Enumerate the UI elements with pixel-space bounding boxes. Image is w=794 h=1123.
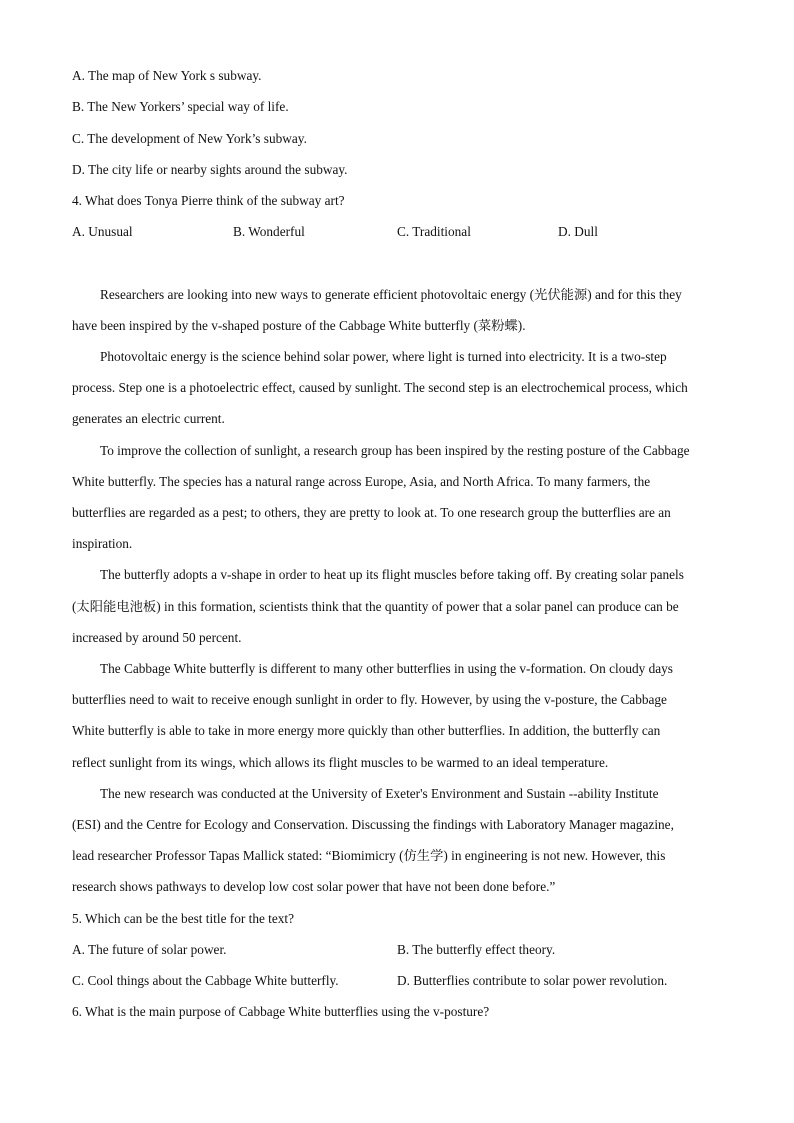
passage-line: process. Step one is a photoelectric effect, caused by sunlight. The second step is an electrochemical process, which [72,380,688,395]
passage-line: (太阳能电池板) in this formation, scientists think that the quantity of power that a solar panel can produce can be [72,599,679,614]
q3-option-b: B. The New Yorkers’ special way of life. [72,99,289,114]
q6-question: 6. What is the main purpose of Cabbage White butterflies using the v-posture? [72,1004,490,1019]
passage-line: The Cabbage White butterfly is different to many other butterflies in using the v-formation. On cloudy days [100,661,673,676]
q4-option-d: D. Dull [558,224,598,239]
passage-line: increased by around 50 percent. [72,630,242,645]
passage-line: reflect sunlight from its wings, which allows its flight muscles to be warmed to an ideal temperature. [72,755,609,770]
passage-line: have been inspired by the v-shaped posture of the Cabbage White butterfly (菜粉蝶). [72,318,526,333]
passage-line: butterflies need to wait to receive enough sunlight in order to fly. However, by using the v-posture, the Cabbage [72,692,667,707]
passage-line: Photovoltaic energy is the science behind solar power, where light is turned into electricity. It is a two-step [100,349,667,364]
q3-option-d: D. The city life or nearby sights around the subway. [72,162,348,177]
passage-line: Researchers are looking into new ways to generate efficient photovoltaic energy (光伏能源) and for this they [100,287,682,302]
q4-option-a: A. Unusual [72,224,133,239]
passage-line: To improve the collection of sunlight, a research group has been inspired by the resting posture of the Cabbage [100,443,690,458]
q5-option-b: B. The butterfly effect theory. [397,942,556,957]
q4-option-c: C. Traditional [397,224,471,239]
q3-option-a: A. The map of New York s subway. [72,68,262,83]
passage-line: generates an electric current. [72,411,225,426]
q4-option-b: B. Wonderful [233,224,305,239]
q4-question: 4. What does Tonya Pierre think of the subway art? [72,193,345,208]
passage-line: White butterfly is able to take in more energy more quickly than other butterflies. In addition, the butterfly can [72,723,661,738]
passage-line: inspiration. [72,536,133,551]
passage-line: butterflies are regarded as a pest; to others, they are pretty to look at. To one research group the butterflies are an [72,505,671,520]
passage-line: research shows pathways to develop low cost solar power that have not been done before.” [72,879,556,894]
q5-option-a: A. The future of solar power. [72,942,227,957]
q5-option-d: D. Butterflies contribute to solar power revolution. [397,973,668,988]
passage-line: (ESI) and the Centre for Ecology and Conservation. Discussing the findings with Laboratory Manager magazine, [72,817,674,832]
passage-line: White butterfly. The species has a natural range across Europe, Asia, and North Africa. To many farmers, the [72,474,651,489]
passage-line: The new research was conducted at the University of Exeter's Environment and Sustain --ability Institute [100,786,659,801]
q5-option-c: C. Cool things about the Cabbage White butterfly. [72,973,339,988]
q3-option-c: C. The development of New York’s subway. [72,131,307,146]
q5-question: 5. Which can be the best title for the text? [72,911,295,926]
passage-line: The butterfly adopts a v-shape in order to heat up its flight muscles before taking off. By creating solar panels [100,567,684,582]
passage-line: lead researcher Professor Tapas Mallick stated: “Biomimicry (仿生学) in engineering is not new. However, this [72,848,666,863]
